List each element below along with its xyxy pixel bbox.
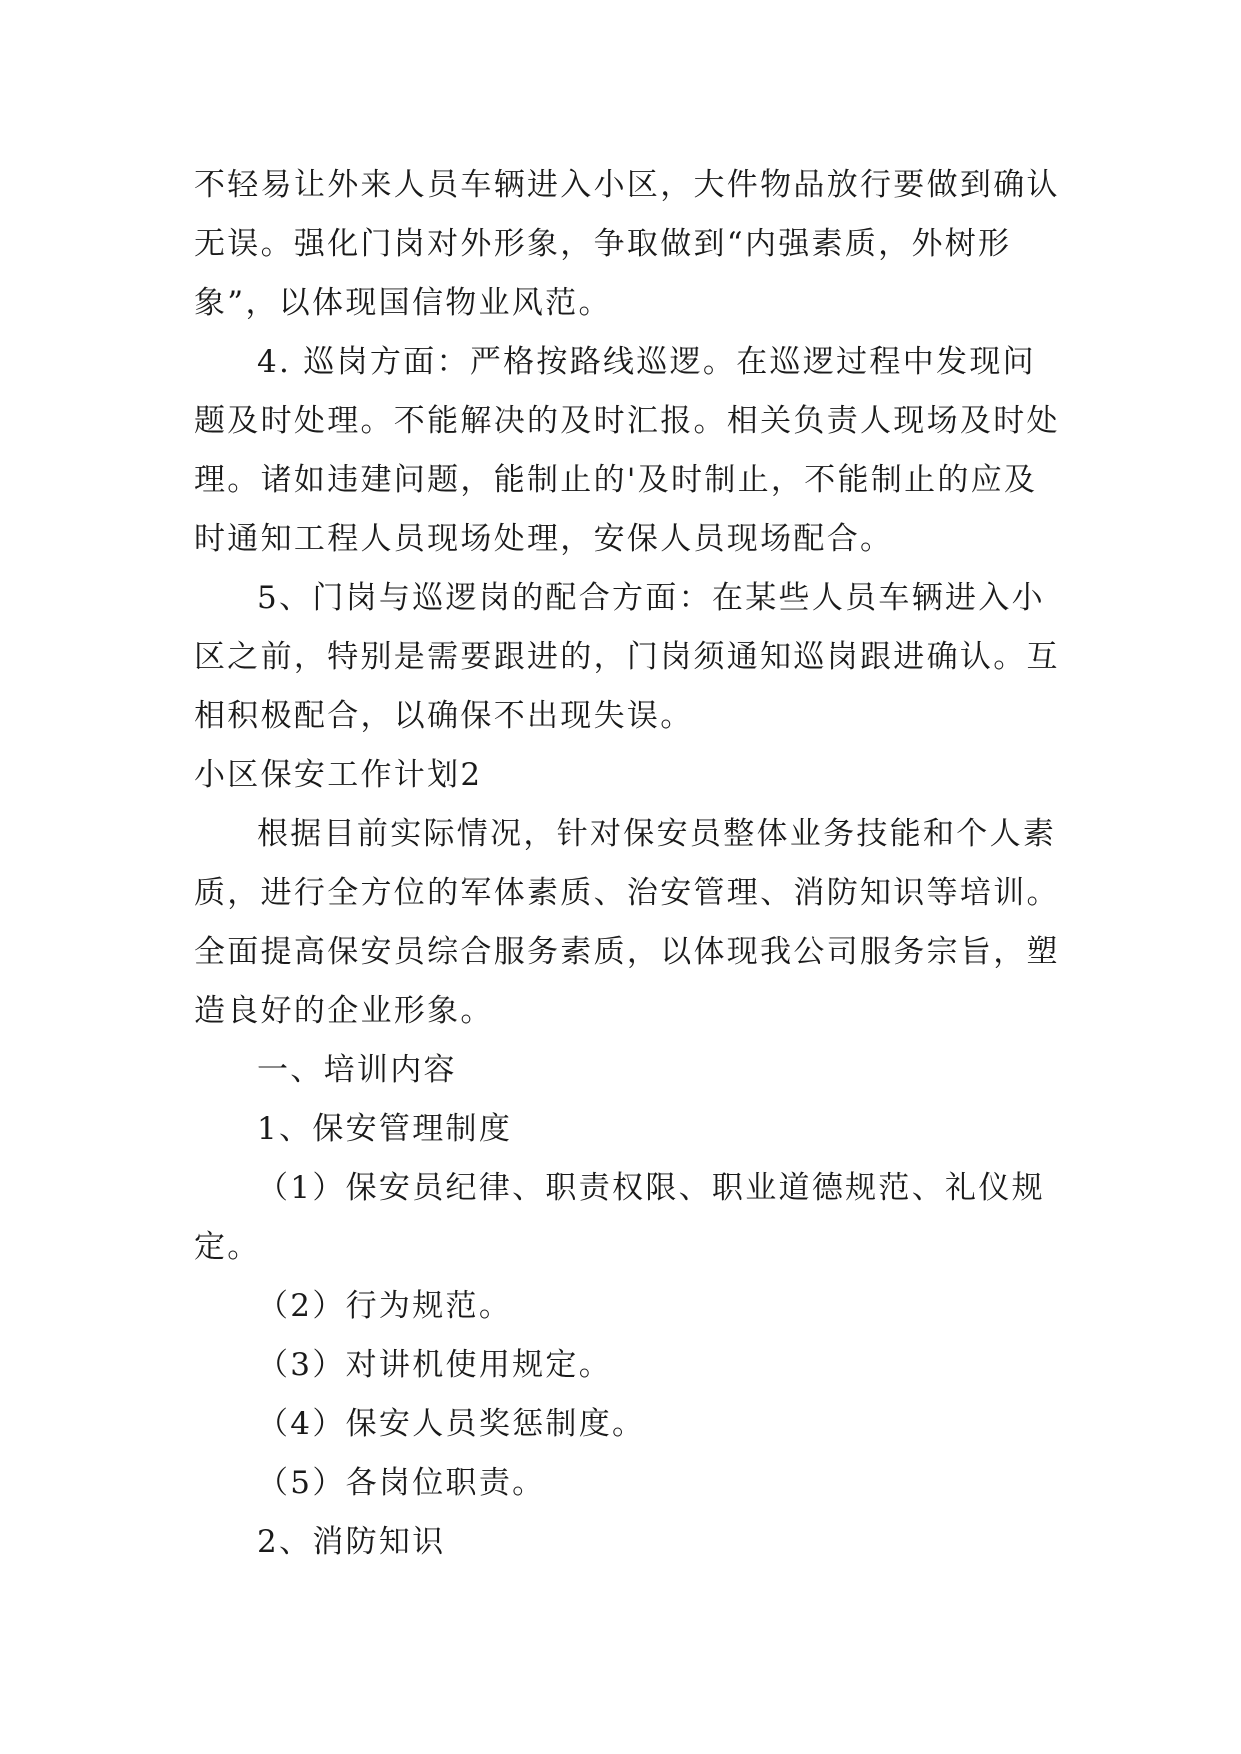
- text-line: 理。诸如违建问题，能制止的'及时制止，不能制止的应及: [194, 462, 1038, 498]
- text-line: 无误。强化门岗对外形象，争取做到“内强素质，外树形: [194, 226, 1012, 262]
- text-line: 质，进行全方位的军体素质、治安管理、消防知识等培训。: [194, 875, 1060, 911]
- text-line: （2）行为规范。: [257, 1288, 513, 1324]
- text-line: 造良好的企业形象。: [194, 993, 494, 1029]
- subheading: [194, 1041, 1094, 1100]
- text-line: 不轻易让外来人员车辆进入小区，大件物品放行要做到确认: [194, 167, 1060, 203]
- text-line: （1）保安员纪律、职责权限、职业道德规范、礼仪规: [257, 1170, 1045, 1206]
- paragraph: [194, 156, 1094, 333]
- subheading: [194, 1100, 1094, 1159]
- paragraph: [194, 333, 1094, 569]
- text-line: 题及时处理。不能解决的及时汇报。相关负责人现场及时处: [194, 403, 1060, 439]
- text-line: 1、保安管理制度: [257, 1111, 513, 1147]
- paragraph: [194, 569, 1094, 746]
- text-line: 2、消防知识: [257, 1524, 446, 1560]
- text-line: （4）保安人员奖惩制度。: [257, 1406, 646, 1442]
- text-line: 全面提高保安员综合服务素质，以体现我公司服务宗旨，塑: [194, 934, 1060, 970]
- text-line: 根据目前实际情况，针对保安员整体业务技能和个人素: [257, 816, 1057, 852]
- section-heading: [194, 746, 1094, 805]
- document-body: [194, 156, 1094, 1572]
- list-item: [194, 1159, 1094, 1277]
- list-item: [194, 1277, 1094, 1336]
- text-line: （3）对讲机使用规定。: [257, 1347, 613, 1383]
- list-item: [194, 1336, 1094, 1395]
- heading-text: 小区保安工作计划2: [194, 757, 483, 793]
- list-item: [194, 1395, 1094, 1454]
- text-line: （5）各岗位职责。: [257, 1465, 546, 1501]
- text-line: 相积极配合，以确保不出现失误。: [194, 698, 694, 734]
- text-line: 时通知工程人员现场处理，安保人员现场配合。: [194, 521, 894, 557]
- text-line: 区之前，特别是需要跟进的，门岗须通知巡岗跟进确认。互: [194, 639, 1060, 675]
- text-line: 定。: [194, 1229, 261, 1265]
- subheading: [194, 1513, 1094, 1572]
- text-line: 5、门岗与巡逻岗的配合方面：在某些人员车辆进入小: [257, 580, 1045, 616]
- paragraph: [194, 805, 1094, 1041]
- text-line: 4. 巡岗方面：严格按路线巡逻。在巡逻过程中发现问: [257, 344, 1036, 380]
- text-line: 象”，以体现国信物业风范。: [194, 285, 612, 321]
- text-line: 一、培训内容: [257, 1052, 457, 1088]
- list-item: [194, 1454, 1094, 1513]
